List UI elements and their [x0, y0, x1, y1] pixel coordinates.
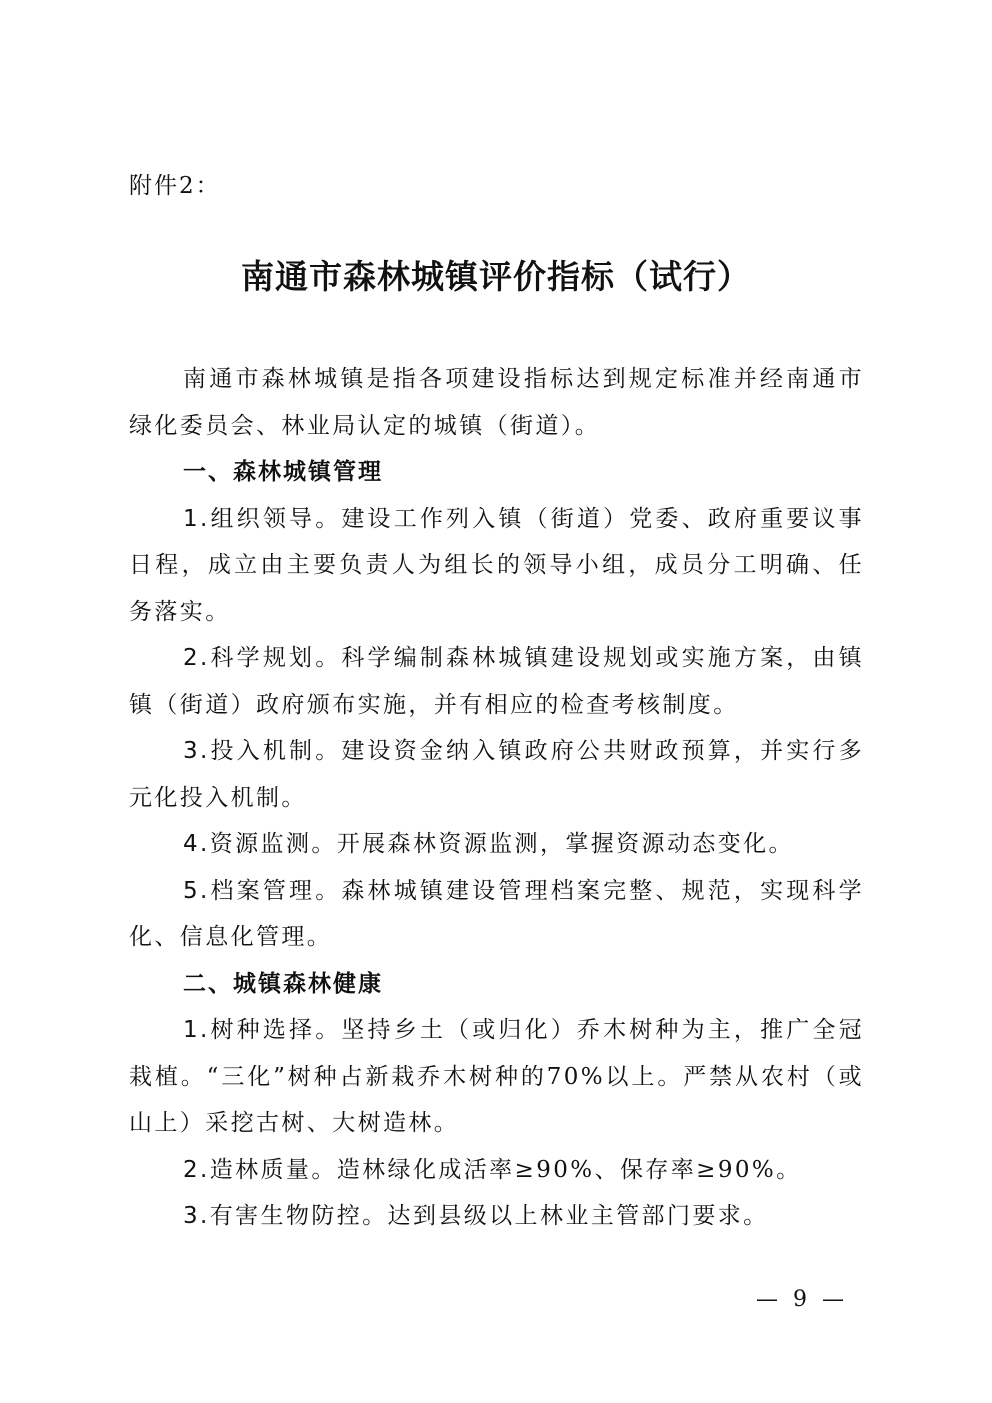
- intro-paragraph: 南通市森林城镇是指各项建设指标达到规定标准并经南通市绿化委员会、林业局认定的城镇（街道）。: [129, 366, 864, 439]
- management-item-2: [129, 635, 864, 728]
- item-lead: 3.投入机制。: [183, 738, 342, 764]
- document-body: [129, 356, 864, 1240]
- item-text: 建设资金纳入镇政府公共财政预算，并实行多元化投入机制。: [129, 738, 865, 811]
- item-text: 造林绿化成活率≥90%、保存率≥90%。: [336, 1156, 802, 1183]
- item-text: 坚持乡土（或归化）乔木树种为主，推广全冠栽植。“三化”树种占新栽乔木树种的70%以上。严禁从农村（或山上）采挖古树、大树造林。: [129, 1017, 865, 1136]
- item-lead: 3.有害生物防控。: [183, 1203, 388, 1229]
- attachment-label: 附件2：: [129, 173, 221, 199]
- item-text: 森林城镇建设管理档案完整、规范，实现科学化、信息化管理。: [129, 877, 865, 950]
- document-title: 南通市森林城镇评价指标（试行）: [241, 257, 751, 296]
- item-text: 开展森林资源监测，掌握资源动态变化。: [336, 831, 794, 857]
- page-number: — 9 —: [756, 1287, 848, 1312]
- item-lead: 2.科学规划。: [183, 645, 342, 671]
- item-lead: 4.资源监测。: [183, 831, 337, 857]
- health-item-2: [129, 1147, 864, 1194]
- item-lead: 1.组织领导。: [183, 505, 342, 532]
- item-text: 科学编制森林城镇建设规划或实施方案，由镇镇（街道）政府颁布实施，并有相应的检查考核制度。: [129, 645, 865, 718]
- section-heading-health: 二、城镇森林健康: [183, 970, 383, 997]
- section-heading-management: 一、森林城镇管理: [183, 459, 383, 485]
- item-lead: 5.档案管理。: [183, 877, 342, 904]
- management-item-4: [129, 821, 864, 868]
- management-item-5: [129, 868, 864, 961]
- item-text: 建设工作列入镇（街道）党委、政府重要议事日程，成立由主要负责人为组长的领导小组，成员分工明确、任务落实。: [129, 505, 865, 625]
- management-item-3: [129, 728, 864, 821]
- health-item-1: [129, 1007, 864, 1147]
- management-item-1: [129, 496, 864, 636]
- item-text: 达到县级以上林业主管部门要求。: [387, 1203, 769, 1229]
- item-lead: 1.树种选择。: [183, 1017, 342, 1043]
- health-item-3: [129, 1193, 864, 1240]
- item-lead: 2.造林质量。: [183, 1156, 337, 1183]
